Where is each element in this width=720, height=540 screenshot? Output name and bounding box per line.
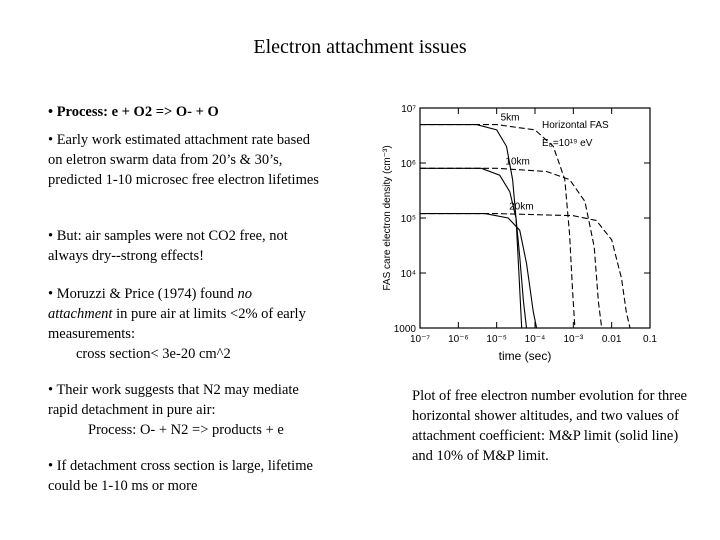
y-tick-label: 1000: [393, 324, 416, 335]
curve-label: 20km: [509, 201, 534, 213]
bullet-process: • Process: e + O2 => O- + O: [48, 104, 219, 120]
x-tick-label: 0.1: [643, 334, 657, 345]
x-tick-label: 10⁻⁷: [409, 334, 431, 345]
y-tick-label: 10⁷: [401, 104, 416, 115]
y-tick-label: 10⁵: [400, 214, 416, 225]
bullet-moruzzi: [48, 284, 320, 364]
y-axis-label: FAS care electron density (cm⁻³): [382, 145, 393, 291]
bullet-early-work: • Early work estimated attachment rate based on eletron swarm data from 20’s & 30’s, predicted 1-10 microsec free electron lifetimes: [48, 132, 319, 188]
y-tick-label: 10⁶: [400, 159, 416, 170]
slide-title: Electron attachment issues: [253, 36, 467, 58]
bullet-n2-text: • Their work suggests that N2 may mediate rapid detachment in pure air:: [48, 382, 299, 418]
plot-caption: Plot of free electron number evolution for three horizontal shower altitudes, and two values of attachment coefficient: M&P limit (solid line) and 10% of M&P limit.: [412, 388, 687, 464]
bullet-co2: • But: air samples were not CO2 free, not always dry--strong effects!: [48, 228, 288, 264]
bullet-n2-detach: [48, 380, 320, 440]
bullet-moruzzi-emphasis: no attachment: [48, 286, 253, 322]
x-tick-label: 10⁻⁶: [448, 334, 469, 345]
n2-process-text: Process: O- + N2 => products + e: [88, 422, 284, 438]
x-axis-label: time (sec): [498, 349, 552, 363]
bullet-lifetime: • If detachment cross section is large, lifetime could be 1-10 ms or more: [48, 458, 313, 494]
y-tick-label: 10⁴: [400, 269, 416, 280]
x-tick-label: 10⁻⁵: [486, 334, 507, 345]
chart-background: [380, 96, 670, 368]
legend-energy: E₀=10¹⁹ eV: [542, 138, 593, 149]
x-tick-label: 0.01: [601, 334, 622, 345]
bullet-moruzzi-text-a: • Moruzzi & Price (1974) found: [48, 286, 238, 302]
curve-label: 5km: [500, 112, 520, 124]
x-tick-label: 10⁻⁴: [524, 334, 546, 345]
cross-section-text: cross section< 3e-20 cm^2: [76, 346, 231, 362]
curve-label: 10km: [505, 156, 530, 168]
bullet-moruzzi-text-b: in pure air at limits <2% of early measurements:: [48, 306, 306, 342]
x-tick-label: 10⁻³: [563, 334, 584, 345]
legend-title: Horizontal FAS: [542, 120, 609, 131]
electron-density-chart: [380, 96, 670, 368]
